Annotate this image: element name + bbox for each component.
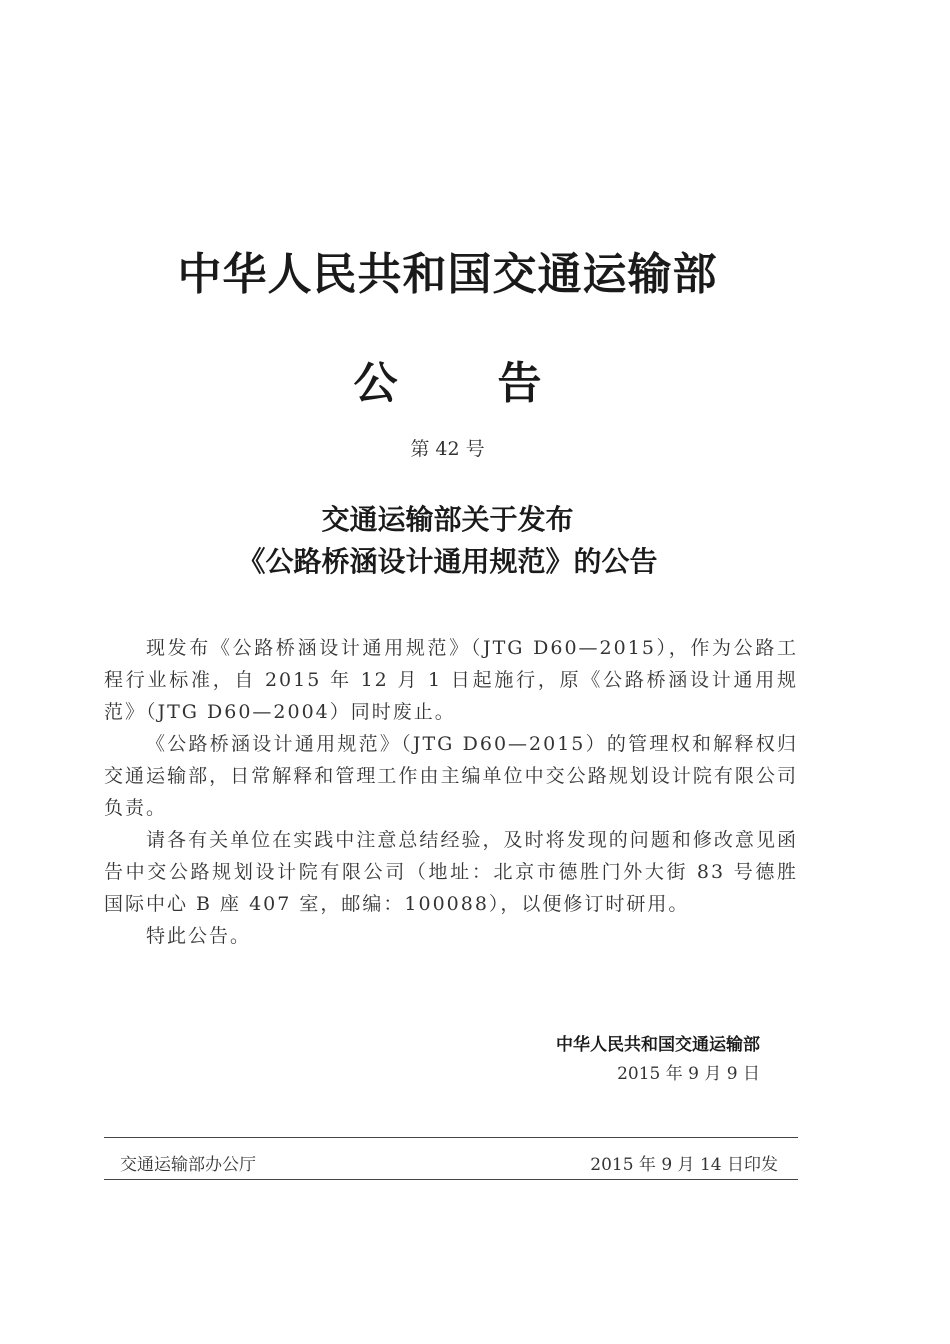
organization-title: 中华人民共和国交通运输部 xyxy=(177,249,718,300)
body-paragraph: 现发布《公路桥涵设计通用规范》（JTG D60—2015），作为公路工程行业标准，自 2015 年 12 月 1 日起施行，原《公路桥涵设计通用规范》（JTG D60—2004）同时废止。 xyxy=(104,637,798,723)
signature-organization: 中华人民共和国交通运输部 xyxy=(556,1035,760,1055)
announcement-title-line-1: 交通运输部关于发布 xyxy=(321,503,574,536)
document-type: 公告 xyxy=(353,358,642,409)
footer-bottom-rule xyxy=(104,1179,798,1180)
body-paragraph: 特此公告。 xyxy=(146,925,252,947)
announcement-title-line-2: 《公路桥涵设计通用规范》的公告 xyxy=(237,545,658,578)
footer-print-date: 2015 年 9 月 14 日印发 xyxy=(590,1155,778,1175)
signature-date: 2015 年 9 月 9 日 xyxy=(617,1064,760,1084)
body-paragraph: 《公路桥涵设计通用规范》（JTG D60—2015）的管理权和解释权归交通运输部，日常解释和管理工作由主编单位中交公路规划设计院有限公司负责。 xyxy=(104,733,798,819)
body-paragraph: 请各有关单位在实践中注意总结经验，及时将发现的问题和修改意见函告中交公路规划设计院有限公司（地址：北京市德胜门外大街 83 号德胜国际中心 B 座 407 室，邮编：100088），以便修订时研用。 xyxy=(104,829,798,915)
announcement-body xyxy=(104,632,798,952)
document-number: 第 42 号 xyxy=(410,438,485,460)
footer-issuer: 交通运输部办公厅 xyxy=(120,1155,256,1175)
footer-top-rule xyxy=(104,1137,798,1138)
